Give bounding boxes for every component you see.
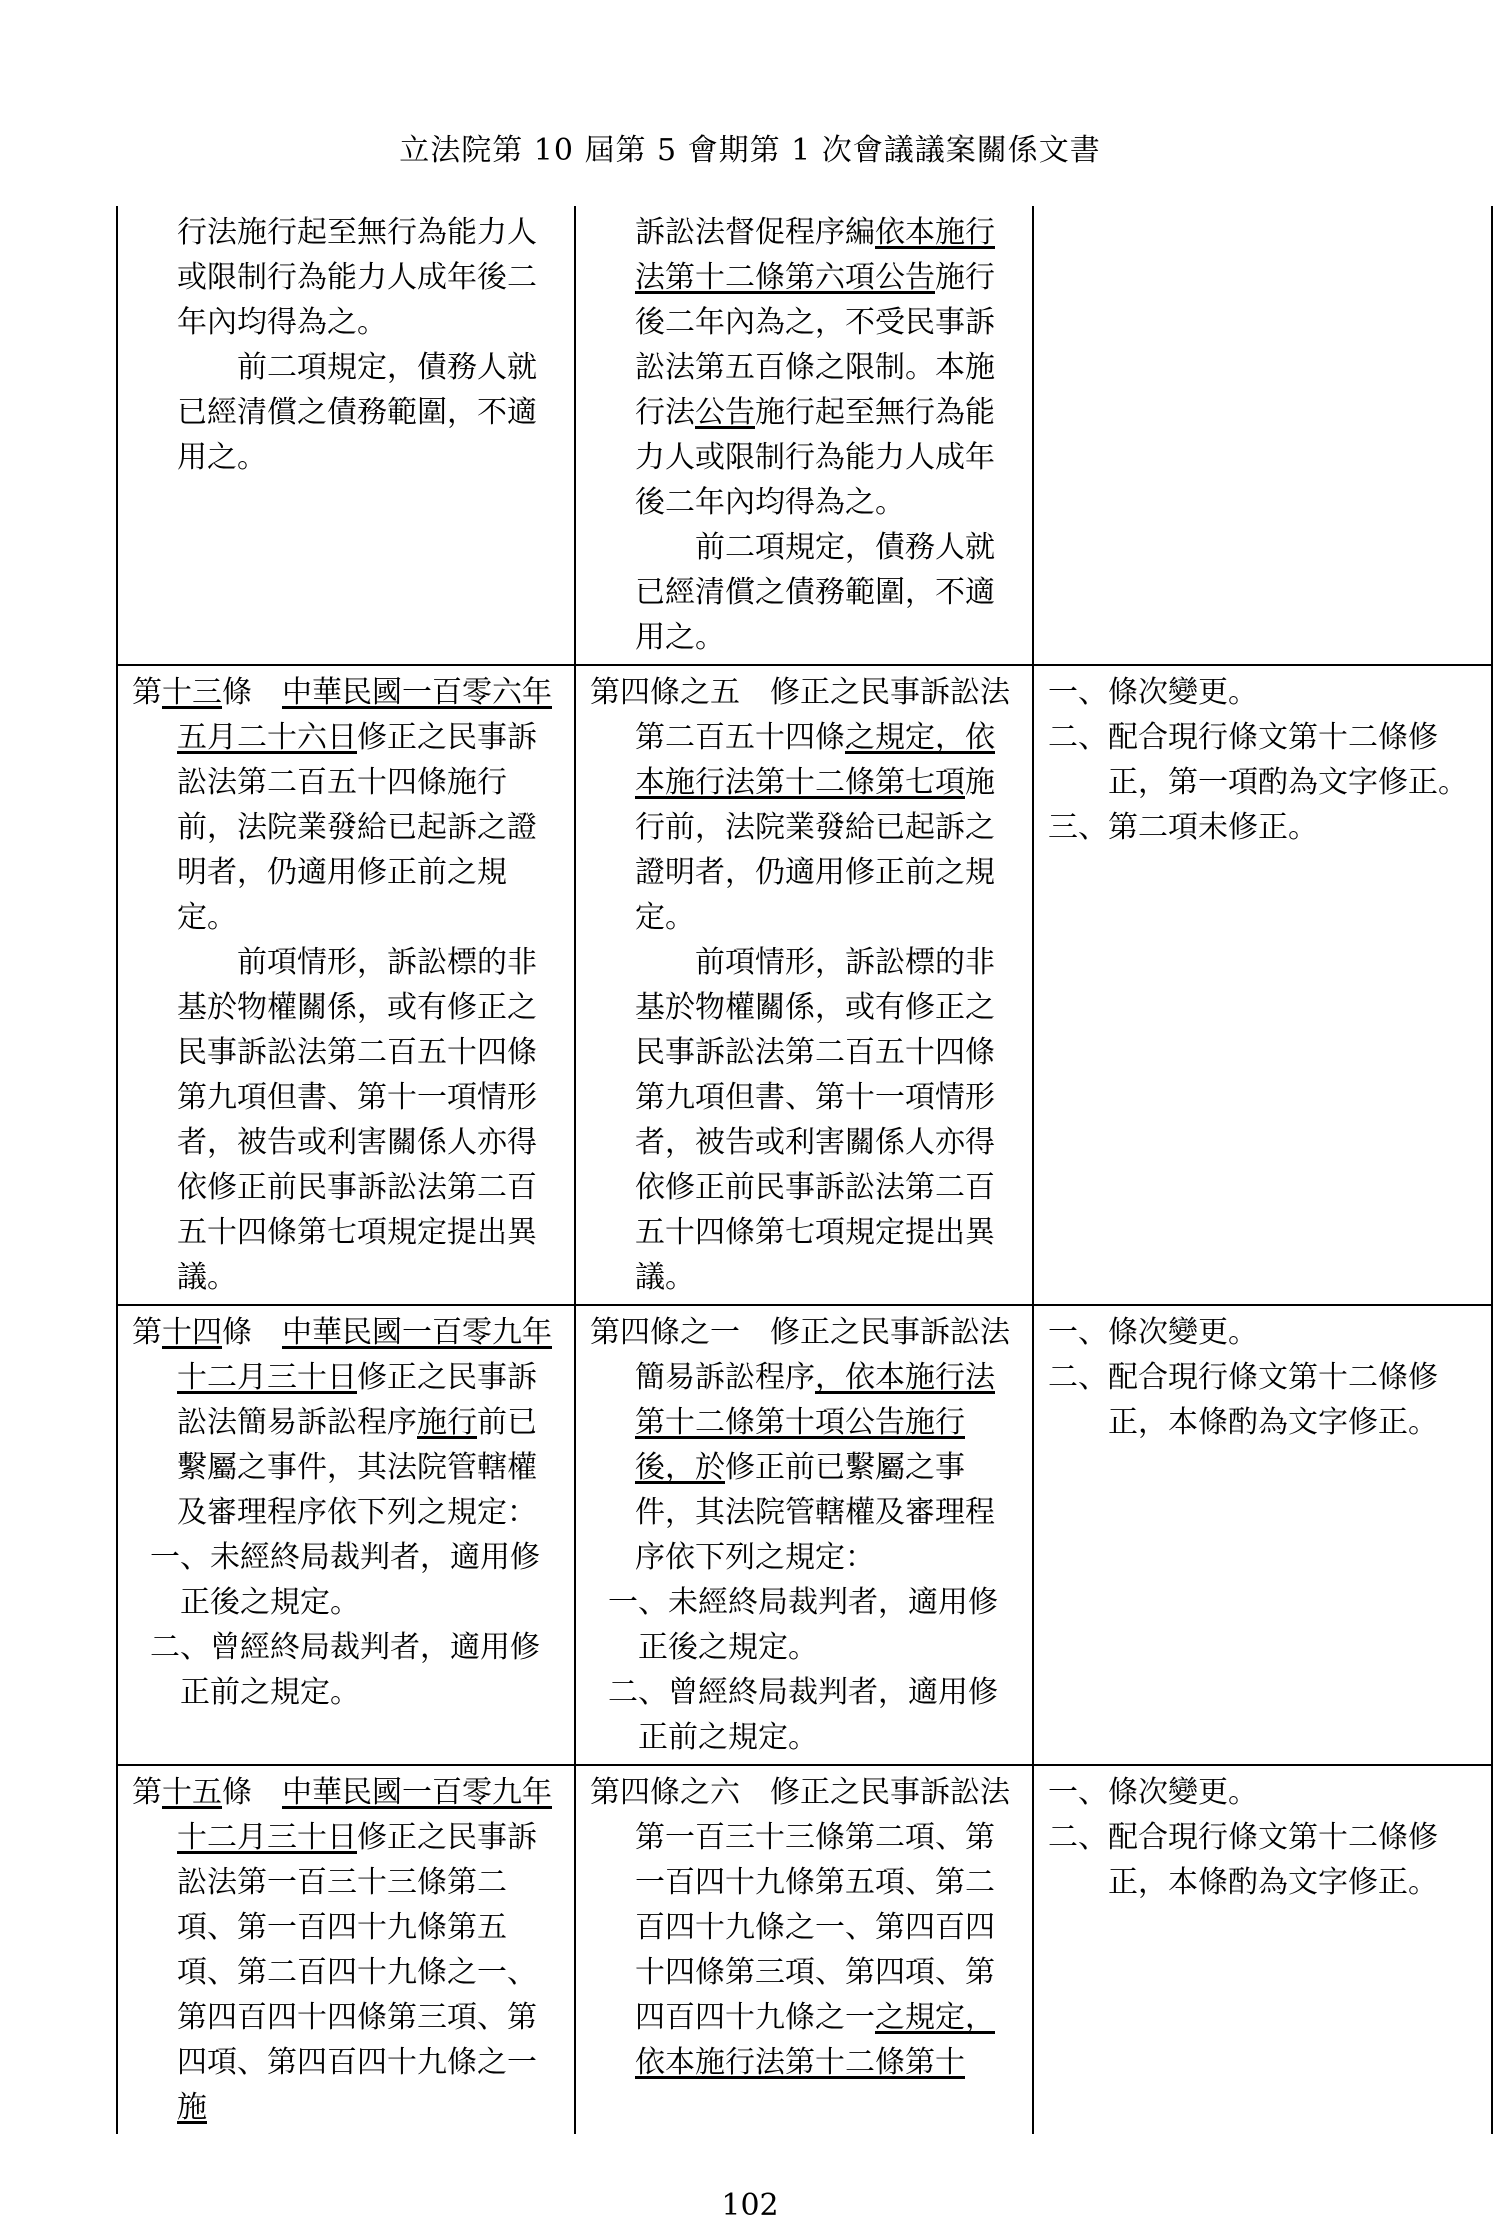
text-run: 修正前已繫屬之事件，其法院管轄權及審理程序依下列之規定：	[635, 1450, 995, 1575]
proposed-text-cell	[117, 1765, 575, 2134]
table-row	[117, 1765, 1492, 2134]
current-text-cell	[575, 206, 1033, 665]
article-paragraph	[132, 1310, 560, 1535]
underlined-text: 十四	[162, 1315, 222, 1350]
paragraph: 前項情形，訴訟標的非基於物權關係，或有修正之民事訴訟法第二百五十四條第九項但書、第十一項情形者，被告或利害關係人亦得依修正前民事訴訟法第二百五十四條第七項規定提出異議。	[177, 945, 537, 1295]
note-item: 一、條次變更。	[1048, 675, 1258, 710]
table-row	[117, 665, 1492, 1305]
table-row	[117, 1305, 1492, 1765]
text-run: 第	[132, 1775, 162, 1810]
note-item: 一、條次變更。	[1048, 1315, 1258, 1350]
article-paragraph	[590, 670, 1018, 940]
explanation-cell	[1033, 206, 1492, 665]
text-run: 第四條之六 修正之民事訴訟法第一百三十三條第二項、第一百四十九條第五項、第二百四十九條之一、第四百四十四條第三項、第四項、第四百四十九條之一	[590, 1775, 1010, 2035]
explanation-cell	[1033, 1765, 1492, 2134]
underlined-text: 中華民國一百零六年五月二十六日	[177, 675, 552, 755]
underlined-text: 之規定，依本施行法第十二條第十	[635, 2000, 995, 2080]
note-item: 三、第二項未修正。	[1048, 810, 1318, 845]
article-paragraph	[132, 1770, 560, 2130]
current-text-cell	[575, 1765, 1033, 2134]
text-run: 第四條之一 修正之民事訴訟法簡易訴訟程序	[590, 1315, 1010, 1395]
underlined-text: 十三	[162, 675, 222, 710]
text-run: 前已繫屬之事件，其法院管轄權及審理程序依下列之規定：	[177, 1405, 537, 1530]
list-item: 二、曾經終局裁判者，適用修正前之規定。	[150, 1630, 540, 1710]
text-run: 第	[132, 1315, 162, 1350]
paragraph: 前二項規定，債務人就已經清償之債務範圍，不適用之。	[177, 350, 537, 475]
paragraph: 行法施行起至無行為能力人或限制行為能力人成年後二年內均得為之。	[177, 215, 537, 340]
list-item: 一、未經終局裁判者，適用修正後之規定。	[150, 1540, 540, 1620]
underlined-text: 施行	[417, 1405, 477, 1440]
comparison-table	[116, 206, 1493, 2134]
underlined-text: 依本施行法第十二條第六項公告	[635, 215, 995, 295]
underlined-text: 十五	[162, 1775, 222, 1810]
explanation-cell	[1033, 665, 1492, 1305]
note-item: 二、配合現行條文第十二條修正，本條酌為文字修正。	[1048, 1360, 1438, 1440]
list-item: 二、曾經終局裁判者，適用修正前之規定。	[608, 1675, 998, 1755]
text-run: 施行前，法院業發給已起訴之證明者，仍適用修正前之規定。	[635, 765, 995, 935]
underlined-text: 公告	[695, 395, 755, 430]
text-run: 修正之民事訴訟法第一百三十三條第二項、第一百四十九條第五項、第二百四十九條之一、第四百四十四條第三項、第四項、第四百四十九條之一	[177, 1820, 537, 2080]
proposed-text-cell	[117, 206, 575, 665]
proposed-text-cell	[117, 665, 575, 1305]
list-item: 一、未經終局裁判者，適用修正後之規定。	[608, 1585, 998, 1665]
text-run: 條	[222, 675, 282, 710]
note-item: 一、條次變更。	[1048, 1775, 1258, 1810]
current-text-cell	[575, 1305, 1033, 1765]
text-run: 第四條之五 修正之民事訴訟法第二百五十四條	[590, 675, 1010, 755]
proposed-text-cell	[117, 1305, 575, 1765]
text-run: 第	[132, 675, 162, 710]
paragraph: 前項情形，訴訟標的非基於物權關係，或有修正之民事訴訟法第二百五十四條第九項但書、第十一項情形者，被告或利害關係人亦得依修正前民事訴訟法第二百五十四條第七項規定提出異議。	[635, 945, 995, 1295]
paragraph	[590, 210, 1018, 525]
note-item: 二、配合現行條文第十二條修正，本條酌為文字修正。	[1048, 1820, 1438, 1900]
article-paragraph	[590, 1770, 1018, 2085]
page-number: 102	[721, 2188, 779, 2223]
text-run: 施行起至無行為能力人或限制行為能力人成年後二年內均得為之。	[635, 395, 995, 520]
paragraph: 前二項規定，債務人就已經清償之債務範圍，不適用之。	[635, 530, 995, 655]
text-run: 修正之民事訴訟法簡易訴訟程序	[177, 1360, 537, 1440]
article-paragraph	[132, 670, 560, 940]
underlined-text: 施	[177, 2090, 207, 2125]
underlined-text: ，依本施行法第十二條第十項公告施行後，於	[635, 1360, 995, 1485]
underlined-text: 之規定，依本施行法第十二條第七項	[635, 720, 995, 800]
table-row	[117, 206, 1492, 665]
text-run: 條	[222, 1775, 282, 1810]
document-header: 立法院第 10 屆第 5 會期第 1 次會議議案關係文書	[399, 133, 1101, 168]
text-run: 條	[222, 1315, 282, 1350]
note-item: 二、配合現行條文第十二條修正，第一項酌為文字修正。	[1048, 720, 1468, 800]
underlined-text: 中華民國一百零九年十二月三十日	[177, 1315, 552, 1395]
article-paragraph	[590, 1310, 1018, 1580]
text-run: 施行後二年內為之，不受民事訴訟法第五百條之限制。本施行法	[635, 260, 995, 430]
explanation-cell	[1033, 1305, 1492, 1765]
current-text-cell	[575, 665, 1033, 1305]
underlined-text: 中華民國一百零九年十二月三十日	[177, 1775, 552, 1855]
text-run: 訴訟法督促程序編	[635, 215, 875, 250]
text-run: 修正之民事訴訟法第二百五十四條施行前，法院業發給已起訴之證明者，仍適用修正前之規定。	[177, 720, 537, 935]
